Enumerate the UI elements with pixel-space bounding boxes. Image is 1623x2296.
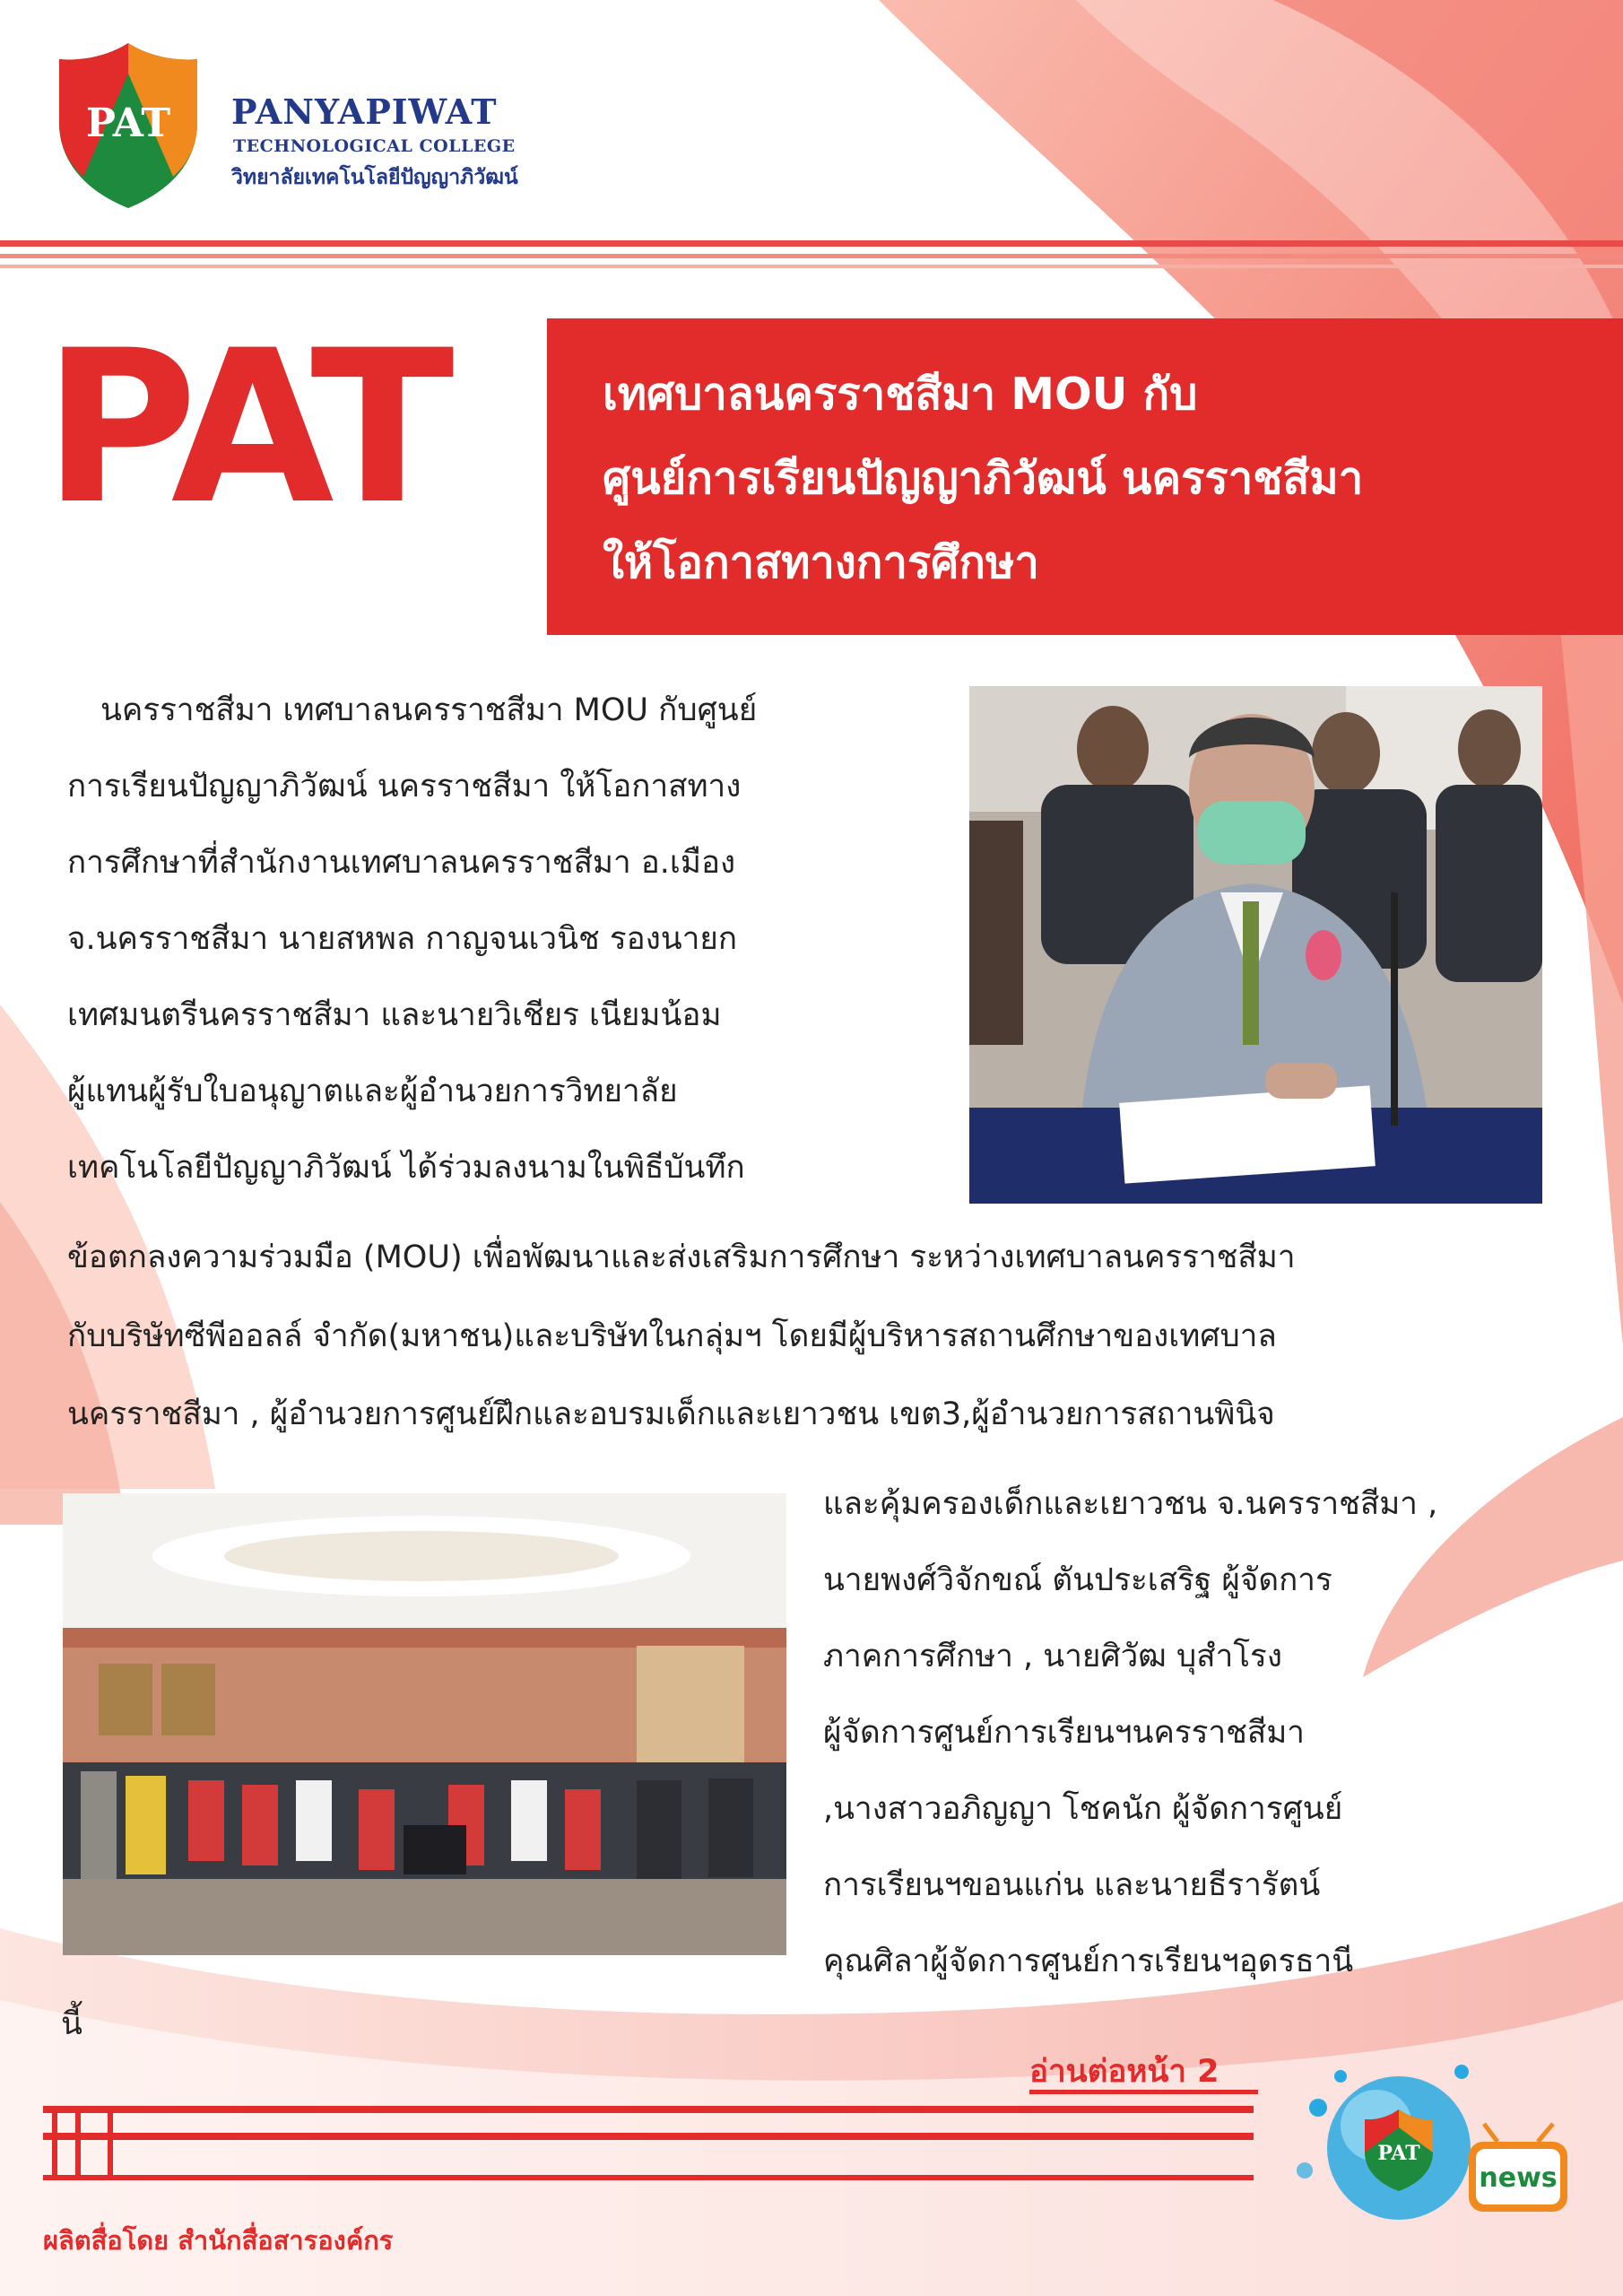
body-text-line: จ.นครราชสีมา นายสหพล กาญจนเวนิช รองนายก (67, 921, 738, 957)
news-logo-badge: PAT (1377, 2142, 1420, 2165)
group-photo (63, 1493, 786, 1955)
body-text-line: ผู้แทนผู้รับใบอนุญาตและผู้อำนวยการวิทยาลัย (67, 1074, 678, 1109)
body-text-line: ข้อตกลงความร่วมมือ (MOU) เพื่อพัฒนาและส่งเสริมการศึกษา ระหว่างเทศบาลนครราชสีมา (67, 1239, 1296, 1275)
signing-photo (969, 686, 1542, 1204)
body-text-line: นครราชสีมา , ผู้อำนวยการศูนย์ฝึกและอบรมเด็กและเยาวชน เขต3,ผู้อำนวยการสถานพินิจ (67, 1396, 1275, 1432)
body-text-line: เทคโนโลยีปัญญาภิวัฒน์ ได้ร่วมลงนามในพิธีบันทึก (67, 1150, 745, 1186)
body-text-line: การศึกษาที่สำนักงานเทศบาลนครราชสีมา อ.เมือง (67, 845, 736, 881)
read-more-link[interactable]: อ่านต่อหน้า 2 (1029, 2054, 1219, 2090)
college-subtitle: TECHNOLOGICAL COLLEGE (233, 136, 516, 156)
college-thai-name: วิทยาลัยเทคโนโลยีปัญญาภิวัฒน์ (231, 166, 518, 189)
body-text-line: นี้ (61, 2006, 82, 2042)
body-text-line: นครราชสีมา เทศบาลนครราชสีมา MOU กับศูนย์ (100, 692, 758, 728)
body-text-line: ,นางสาวอภิญญา โชคนัก ผู้จัดการศูนย์ (823, 1791, 1343, 1827)
footer-credit: ผลิตสื่อโดย สำนักสื่อสารองค์กร (43, 2225, 394, 2256)
body-text-line: กับบริษัทซีพีออลล์ จำกัด(มหาชน)และบริษัทในกลุ่มฯ โดยมีผู้บริหารสถานศึกษาของเทศบาล (67, 1318, 1277, 1354)
headline-line: ให้โอกาสทางการศึกษา (603, 537, 1039, 588)
body-text-line: การเรียนฯขอนแก่น และนายธีรารัตน์ (823, 1867, 1321, 1903)
body-text-line: คุณศิลาผู้จัดการศูนย์การเรียนฯอุดรธานี (823, 1944, 1354, 1979)
college-logo-shield (52, 38, 204, 213)
pat-news-logo (1291, 2054, 1578, 2233)
logo-badge-text: PAT (85, 100, 171, 146)
body-text-line: การเรียนปัญญาภิวัฒน์ นครราชสีมา ให้โอกาสทาง (67, 769, 742, 804)
read-more-underline (1029, 2090, 1258, 2094)
brand-mark: PAT (43, 306, 447, 551)
headline-line: ศูนย์การเรียนปัญญาภิวัฒน์ นครราชสีมา (603, 453, 1364, 504)
body-text-line: นายพงศ์วิจักขณ์ ตันประเสริฐ ผู้จัดการ (823, 1562, 1332, 1598)
body-text-line: เทศมนตรีนครราชสีมา และนายวิเชียร เนียมน้อม (67, 997, 722, 1033)
news-logo-label: news (1479, 2162, 1558, 2194)
headline-line: เทศบาลนครราชสีมา MOU กับ (603, 369, 1198, 420)
body-text-line: ผู้จัดการศูนย์การเรียนฯนครราชสีมา (823, 1715, 1305, 1751)
body-text-line: และคุ้มครองเด็กและเยาวชน จ.นครราชสีมา , (823, 1486, 1438, 1522)
college-name: PANYAPIWAT (231, 91, 498, 132)
headline-box (547, 318, 1623, 635)
body-text-line: ภาคการศึกษา , นายศิวัฒ บุสำโรง (823, 1639, 1282, 1674)
